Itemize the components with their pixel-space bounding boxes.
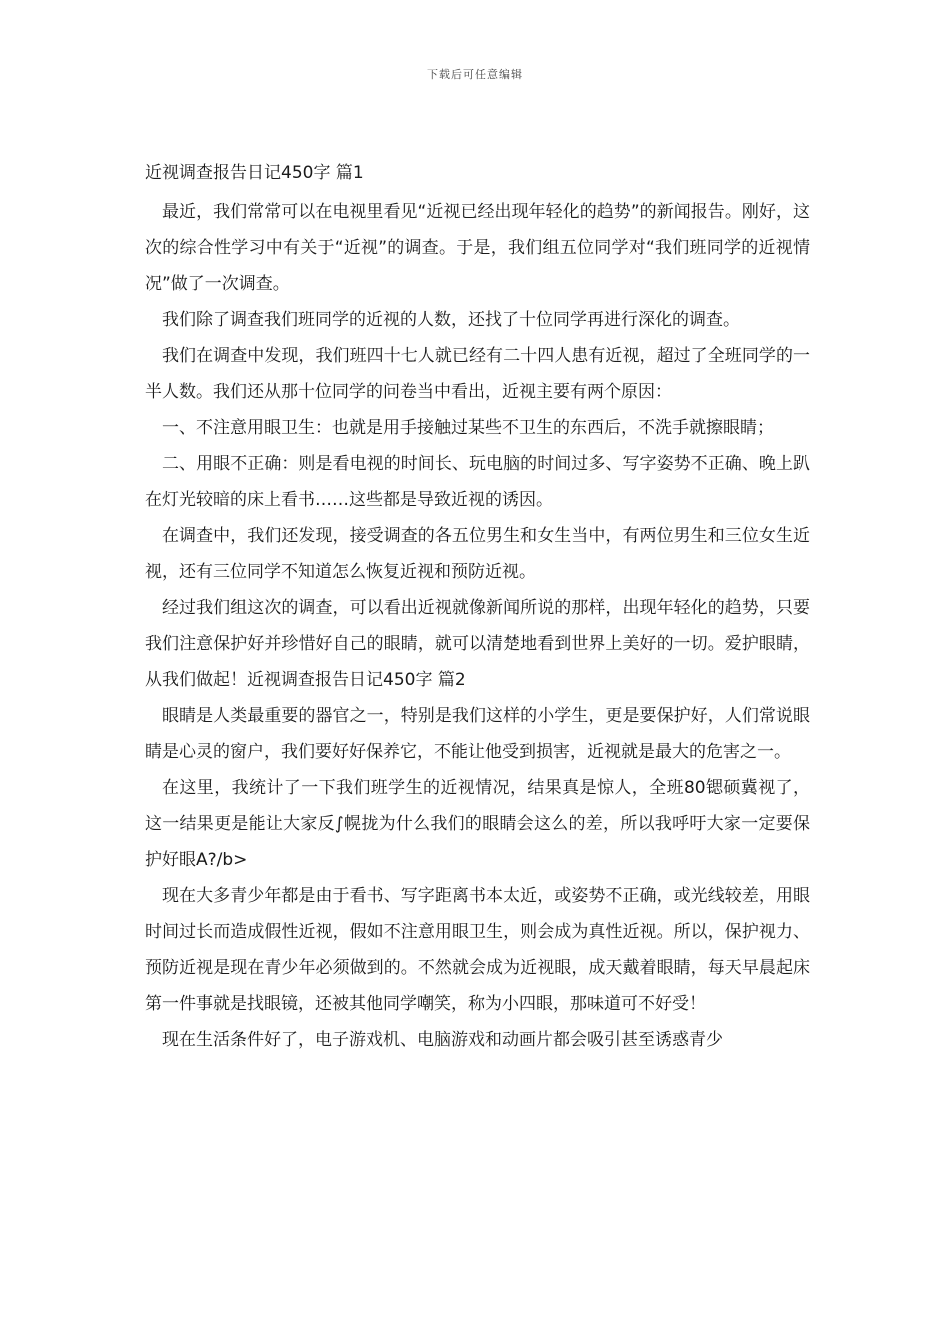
- paragraph-6: 在调查中，我们还发现，接受调查的各五位男生和女生当中，有两位男生和三位女生近视，还有三位同学不知道怎么恢复近视和预防近视。: [145, 526, 810, 582]
- paragraph-7: 经过我们组这次的调查，可以看出近视就像新闻所说的那样，出现年轻化的趋势，只要我们注意保护好并珍惜好自己的眼睛，就可以清楚地看到世界上美好的一切。爱护眼睛，从我们做起！近视调查报告日记450字 篇2: [145, 598, 810, 690]
- paragraph-4: 一、不注意用眼卫生：也就是用手接触过某些不卫生的东西后，不洗手就擦眼睛；: [162, 418, 774, 438]
- paragraph-3: 我们在调查中发现，我们班四十七人就已经有二十四人患有近视，超过了全班同学的一半人数。我们还从那十位同学的问卷当中看出，近视主要有两个原因：: [145, 346, 810, 402]
- paragraph-11: 现在生活条件好了，电子游戏机、电脑游戏和动画片都会吸引甚至诱惑青少: [162, 1030, 723, 1050]
- paragraph-5: 二、用眼不正确：则是看电视的时间长、玩电脑的时间过多、写字姿势不正确、晚上趴在灯光较暗的床上看书……这些都是导致近视的诱因。: [145, 454, 810, 510]
- paragraph-10: 现在大多青少年都是由于看书、写字距离书本太近，或姿势不正确，或光线较差，用眼时间过长而造成假性近视，假如不注意用眼卫生，则会成为真性近视。所以，保护视力、预防近视是现在青少年必须做到的。不然就会成为近视眼，成天戴着眼睛，每天早晨起床第一件事就是找眼镜，还被其他同学嘲笑，称为小四眼，那味道可不好受！: [145, 886, 810, 1014]
- header-note: 下载后可任意编辑: [427, 68, 523, 81]
- paragraph-9: 在这里，我统计了一下我们班学生的近视情况，结果真是惊人，全班80锶硕冀视了，这一结果更是能让大家反∫幌拢为什么我们的眼睛会这么的差，所以我呼吁大家一定要保护好眼A?/b>: [145, 778, 810, 870]
- document-title: 近视调查报告日记450字 篇1: [145, 163, 364, 183]
- document-body: [145, 160, 810, 1058]
- paragraph-8: 眼睛是人类最重要的器官之一，特别是我们这样的小学生，更是要保护好，人们常说眼睛是心灵的窗户，我们要好好保养它，不能让他受到损害，近视就是最大的危害之一。: [145, 706, 810, 762]
- paragraph-1: 最近，我们常常可以在电视里看见“近视已经出现年轻化的趋势”的新闻报告。刚好，这次的综合性学习中有关于“近视”的调查。于是，我们组五位同学对“我们班同学的近视情况”做了一次调查。: [145, 202, 810, 294]
- paragraph-2: 我们除了调查我们班同学的近视的人数，还找了十位同学再进行深化的调查。: [162, 310, 740, 330]
